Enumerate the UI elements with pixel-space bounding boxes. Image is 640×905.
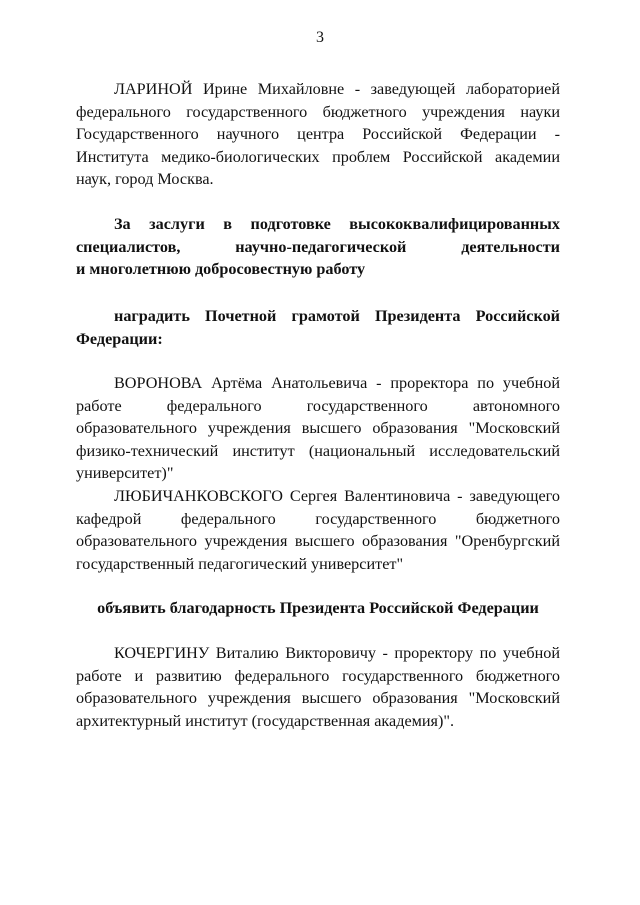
- entry-voronov: [76, 372, 560, 485]
- award-line-1: наградить Почетной грамотой Президента Российской: [114, 307, 560, 325]
- page-number: 3: [316, 29, 324, 46]
- entry-text: КОЧЕРГИНУ Виталию Викторовичу - проректору по учебной работе и развитию федерального государственного бюджетного образовательного учреждения высшего образования "Московский архитектурный институт (государственная академия)".: [76, 644, 560, 730]
- merit-line-3: и многолетнюю добросовестную работу: [76, 260, 366, 279]
- award-directive: [76, 305, 560, 350]
- merit-line-2: специалистов, научно-педагогической деятельности: [76, 237, 560, 256]
- entry-text: ЛАРИНОЙ Ирине Михайловне - заведующей лабораторией федерального государственного бюджетного учреждения науки Государственного научного центра Российской Федерации - Института медико-биологических проблем Российской академии наук, город Москва.: [76, 80, 560, 189]
- entry-lyubichankovsky: [76, 485, 560, 575]
- gratitude-heading: объявить благодарность Президента Российской Федерации: [97, 599, 539, 617]
- entry-kochergin: [76, 642, 560, 732]
- entry-text: ЛЮБИЧАНКОВСКОГО Сергея Валентиновича - заведующего кафедрой федерального государственного бюджетного образовательного учреждения высшего образования "Оренбургский государственный педагогический университет": [76, 487, 560, 573]
- entry-larina: [76, 78, 560, 191]
- merit-heading: [76, 213, 560, 281]
- award-line-2: Федерации:: [76, 329, 163, 348]
- entry-text: ВОРОНОВА Артёма Анатольевича - проректора по учебной работе федерального государственного автономного образовательного учреждения высшего образования "Московский физико-технический институт (национальный исследовательский университет)": [76, 374, 560, 483]
- merit-line-1: За заслуги в подготовке высококвалифицированных: [114, 215, 560, 233]
